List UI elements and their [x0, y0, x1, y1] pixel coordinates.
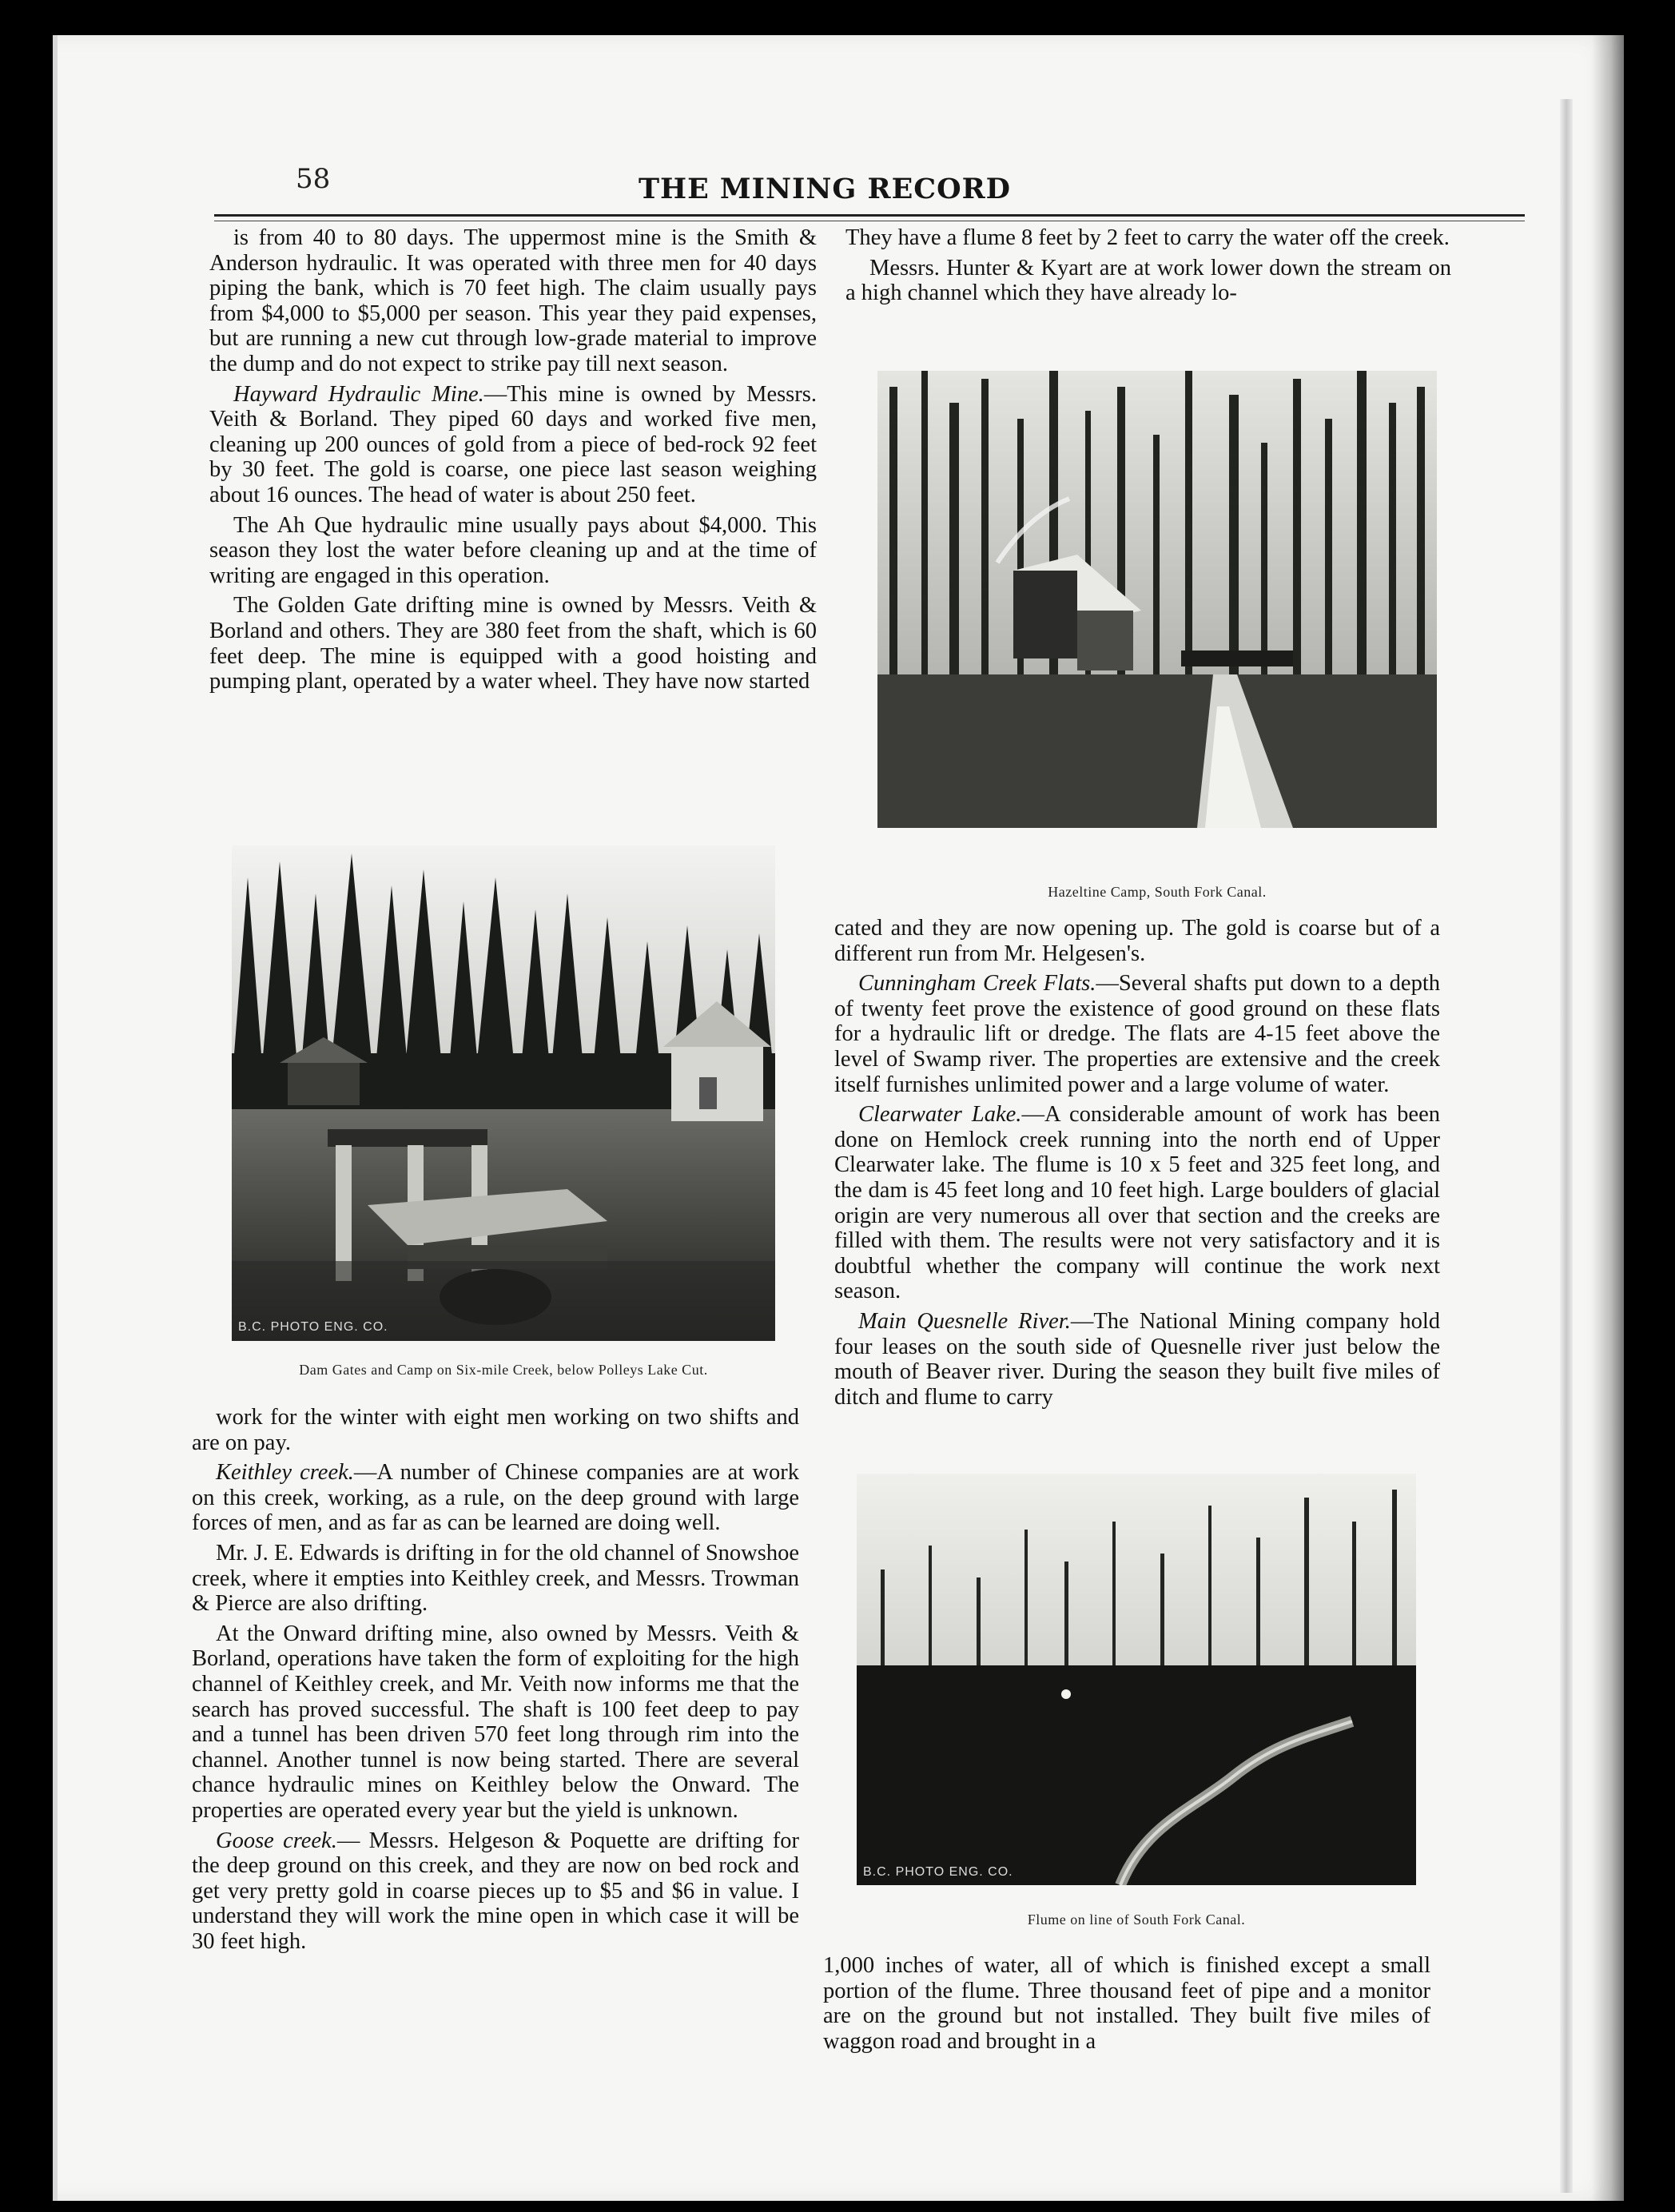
photo-hazeltine-camp	[877, 371, 1437, 828]
page-number: 58	[296, 163, 331, 195]
paragraph	[192, 1460, 799, 1536]
paragraph-text: —This mine is owned by Messrs. Veith & Borland. They piped 60 days and worked five men, cleaning up 200 ounces of gold from a piece of bed-rock 92 feet by 30 feet. The gold is coarse, one piece last season weighing about 16 ounces. The head of water is about 250 feet.	[209, 381, 817, 507]
page-spine	[1560, 99, 1573, 2193]
flume-illustration	[857, 1474, 1416, 1885]
paragraph-text: The Golden Gate drifting mine is owned by Messrs. Veith & Borland and others. They are 380 feet from the shaft, which is 60 feet deep. The mine is equipped with a good hoisting and pumping plant, operated by a water wheel. They have now started	[209, 593, 817, 694]
paragraph	[192, 1541, 799, 1617]
paragraph	[209, 225, 817, 377]
paragraph-text: — Messrs. Helgeson & Poquette are drifting for the deep ground on this creek, and they are now on bed rock and get very pretty gold in coarse pieces up to $5 and $6 in value. I understand they will work the mine open in which case it will be 30 feet high.	[192, 1828, 799, 1954]
paragraph-text: —A number of Chinese companies are at work on this creek, working, as a rule, on the deep ground with large forces of men, and as far as can be learned are doing well.	[192, 1460, 799, 1536]
paragraph	[834, 916, 1440, 966]
right-column-middle-text	[834, 916, 1440, 1414]
paragraph-text: Mr. J. E. Edwards is drifting in for the old channel of Snowshoe creek, where it empties into Keithley creek, and Messrs. Trowman & Pierce are also drifting.	[192, 1540, 799, 1617]
dam-gates-caption: Dam Gates and Camp on Six-mile Creek, below Polleys Lake Cut.	[299, 1362, 708, 1378]
hazeltine-caption: Hazeltine Camp, South Fork Canal.	[1048, 884, 1267, 900]
header-rule	[214, 214, 1525, 217]
paragraph	[845, 256, 1451, 306]
left-column-bottom-text	[192, 1405, 799, 1959]
magazine-page	[53, 35, 1624, 2201]
paragraph-text: cated and they are now opening up. The gold is coarse but of a different run from Mr. Helgesen's.	[834, 916, 1440, 966]
section-heading: Goose creek.	[216, 1828, 337, 1853]
paragraph-text: Messrs. Hunter & Kyart are at work lower down the stream on a high channel which they have already lo-	[845, 255, 1451, 306]
paragraph-text: 1,000 inches of water, all of which is finished except a small portion of the flume. Three thousand feet of pipe and a monitor are on the ground but not installed. They built five miles of waggon road and brought in a	[823, 1953, 1430, 2054]
paragraph-text: At the Onward drifting mine, also owned by Messrs. Veith & Borland, operations have taken the form of exploiting for the high channel of Keithley creek, and Mr. Veith now informs me that the search has proved successful. The shaft is 100 feet deep to pay and a tunnel has been driven 570 feet long through rim into the channel. Another tunnel is now being started. There are several chance hydraulic mines on Keithley below the Onward. The properties are operated every year but the yield is unknown.	[192, 1621, 799, 1823]
dam-gates-illustration	[232, 845, 775, 1341]
paragraph-text: The Ah Que hydraulic mine usually pays about $4,000. This season they lost the water before cleaning up and at the time of writing are engaged in this operation.	[209, 512, 817, 588]
dam-gates-credit: B.C. PHOTO ENG. CO.	[238, 1320, 388, 1334]
paragraph	[209, 593, 817, 694]
section-heading: Keithley creek.	[216, 1460, 354, 1486]
paragraph	[845, 225, 1451, 251]
paragraph	[834, 1102, 1440, 1304]
left-column-top-text	[209, 225, 817, 699]
paragraph	[192, 1828, 799, 1955]
paragraph	[192, 1405, 799, 1455]
paragraph	[823, 1953, 1430, 2054]
hazeltine-camp-illustration	[877, 371, 1437, 828]
paragraph	[209, 513, 817, 589]
section-heading: Cunningham Creek Flats.	[858, 971, 1096, 997]
paragraph-text: work for the winter with eight men working on two shifts and are on pay.	[192, 1405, 799, 1455]
running-head: THE MINING RECORD	[638, 173, 1012, 205]
flume-credit: B.C. PHOTO ENG. CO.	[863, 1865, 1013, 1879]
right-column-bottom-text	[823, 1953, 1430, 2059]
paragraph-text: —A considerable amount of work has been done on Hemlock creek running into the north end of Upper Clearwater lake. The flume is 10 x 5 feet and 325 feet long, and the dam is 45 feet long and 10 feet high. Large boulders of glacial origin are very numerous all over that section and the creeks are filled with them. The results were not very satisfactory and it is doubtful whether the company will continue the work next season.	[834, 1102, 1440, 1304]
paragraph	[834, 971, 1440, 1097]
paragraph	[834, 1309, 1440, 1410]
section-heading: Clearwater Lake.	[858, 1102, 1022, 1128]
photo-dam-gates	[232, 845, 775, 1341]
paragraph-text: —The National Mining company hold four leases on the south side of Quesnelle river just below the mouth of Beaver river. During the season they built five miles of ditch and flume to carry	[834, 1308, 1440, 1410]
flume-caption: Flume on line of South Fork Canal.	[1027, 1912, 1246, 1928]
section-heading: Hayward Hydraulic Mine.	[233, 381, 484, 407]
paragraph-text: —Several shafts put down to a depth of twenty feet prove the existence of good ground on these flats for a hydraulic lift or dredge. The flats are 4-15 feet above the level of Swamp river. The properties are extensive and the creek itself furnishes unlimited power and a large volume of water.	[834, 971, 1440, 1097]
section-heading: Main Quesnelle River.	[858, 1308, 1071, 1334]
paragraph	[192, 1621, 799, 1824]
photo-flume	[857, 1474, 1416, 1885]
paragraph-text: is from 40 to 80 days. The uppermost mine is the Smith & Anderson hydraulic. It was operated with three men for 40 days piping the bank, which is 70 feet high. The claim usually pays from $4,000 to $5,000 per season. This year they paid expenses, but are running a new cut through low-grade material to improve the dump and do not expect to strike pay till next season.	[209, 225, 817, 376]
right-column-top-text	[845, 225, 1451, 311]
paragraph-text: They have a flume 8 feet by 2 feet to carry the water off the creek.	[845, 225, 1450, 250]
paragraph	[209, 382, 817, 508]
